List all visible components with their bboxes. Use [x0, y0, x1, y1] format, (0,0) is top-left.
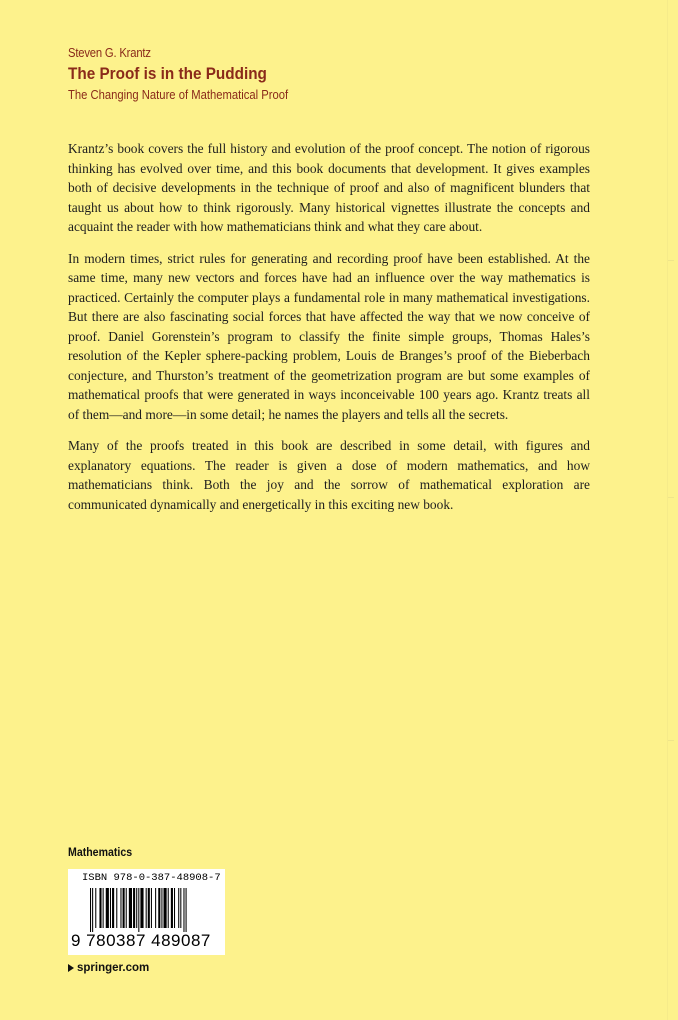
barcode-bars [90, 888, 210, 932]
barcode [68, 869, 225, 955]
barcode-bar [174, 888, 175, 928]
barcode-bar [178, 888, 179, 928]
publisher-link[interactable] [68, 962, 149, 974]
book-title: The Proof is in the Pudding [68, 64, 267, 83]
barcode-bar [116, 888, 117, 928]
barcode-bar [138, 888, 139, 932]
barcode-bar [186, 888, 187, 932]
spine-tick [668, 260, 674, 261]
barcode-bar [164, 888, 167, 928]
spine-edge [667, 0, 668, 1020]
barcode-bar [146, 888, 147, 928]
isbn-number: ISBN 978-0-387-48908-7 [82, 872, 221, 884]
barcode-bar [151, 888, 152, 928]
barcode-bar [183, 888, 184, 932]
barcode-bar [110, 888, 111, 928]
barcode-bar [148, 888, 150, 928]
barcode-bar [158, 888, 160, 928]
book-subtitle: The Changing Nature of Mathematical Proof [68, 88, 289, 102]
barcode-bar [106, 888, 109, 928]
barcode-bar [126, 888, 127, 928]
barcode-bar [129, 888, 132, 928]
blurb-paragraph: Many of the proofs treated in this book are described in some detail, with figures and explanatory equations. The reader is given a dose of modern mathematics, and how mathematicians think. Both the joy and the sorrow of mathematical exploration are communicated dynamically and energetically in this exciting new book. [68, 438, 590, 512]
barcode-bar [140, 888, 143, 928]
publisher-url: springer.com [77, 962, 150, 974]
barcode-bar [155, 888, 156, 928]
cover-header [68, 46, 313, 102]
barcode-bar [90, 888, 91, 932]
blurb-paragraph: In modern times, strict rules for generating and recording proof have been established. At the same time, many new vectors and forces have had an influence over the way mathematics is practiced. Certainly the computer plays a fundamental role in many mathematical investigations. But there are also fascinating social forces that have affected the way that we now conceive of proof. Daniel Gorenstein’s program to classify the finite simple groups, Thomas Hales’s resolution of the Kepler sphere-packing problem, Louis de Branges’s proof of the Bieberbach conjecture, and Thurston’s treatment of the geometrization program are but some examples of mathematical proofs that were generated in ways inconceivable 100 years ago. Krantz treats all of them—and more—in some detail; he names the players and tells all the secrets. [68, 250, 590, 422]
right-triangle-arrow-icon [68, 964, 74, 972]
barcode-bar [92, 888, 93, 932]
subject-category: Mathematics [68, 847, 133, 859]
barcode-bar [171, 888, 173, 928]
barcode-bar [168, 888, 169, 928]
spine-tick [668, 740, 674, 741]
blurb [68, 139, 590, 526]
barcode-bar [161, 888, 162, 928]
barcode-bar [136, 888, 137, 928]
barcode-bar [95, 888, 96, 928]
blurb-paragraph: Krantz’s book covers the full history and evolution of the proof concept. The notion of rigorous thinking has evolved over time, and this book documents that development. It gives examples both of decisive developments in the technique of proof and also of magnificent blunders that taught us about how to think rigorously. Many historical vignettes illustrate the concepts and acquaint the reader with how mathematicians think and what they care about. [68, 141, 590, 234]
barcode-bar [103, 888, 104, 928]
ean-number: 9 780387 489087 [71, 931, 211, 950]
barcode-bar [112, 888, 114, 928]
barcode-bar [120, 888, 121, 928]
barcode-bar [123, 888, 125, 928]
barcode-bar [99, 888, 101, 928]
spine-tick [668, 497, 674, 498]
barcode-bar [133, 888, 135, 928]
author-name: Steven G. Krantz [68, 46, 151, 60]
barcode-bar [180, 888, 181, 928]
